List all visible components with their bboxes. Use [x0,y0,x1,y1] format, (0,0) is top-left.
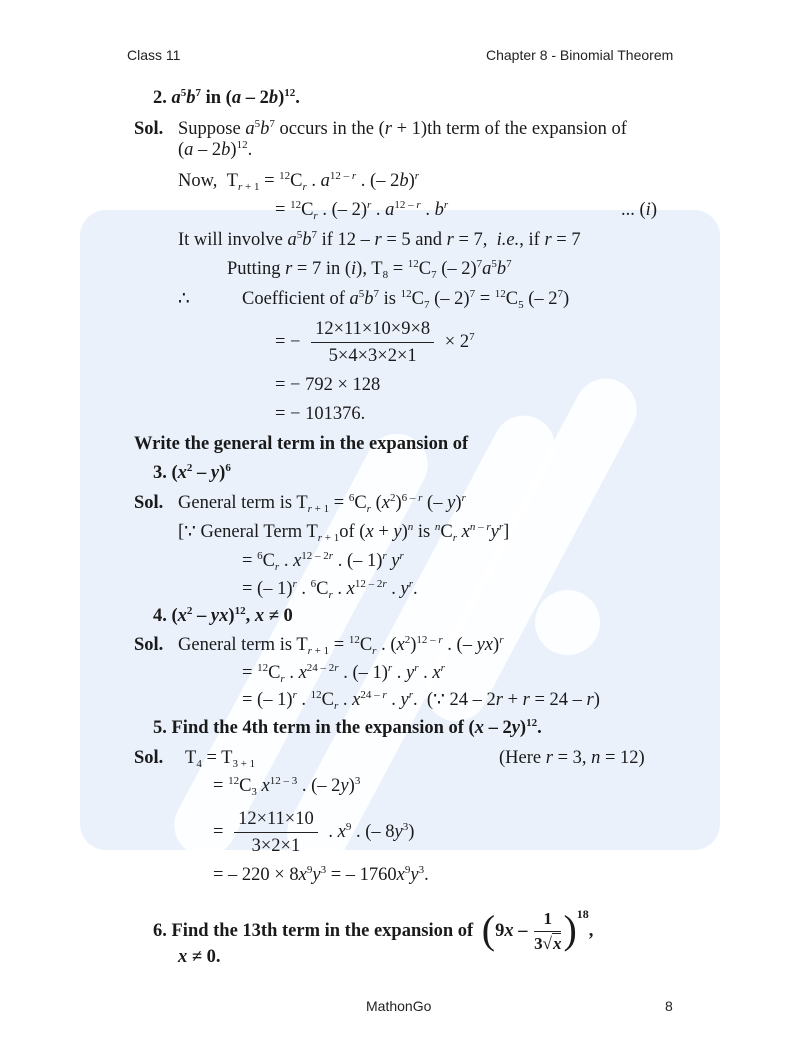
q2-line-5: It will involve $a^5b^7$ if 12 – r = 5 and r = 7, i.e., if r = 7 [178,229,581,250]
q5-fraction: $\frac{12\times 11\times 10}{3\times 2\times 1}$ [234,808,318,857]
q3-line-1: General term is $T_{r + 1} = ^6C_r$ $(x^2)^{6 - r}$ (– y)$^r$ [178,492,466,515]
q5-title: 5. Find the 4th term in the expansion of (x – 2y)$^{12}$. [153,717,542,738]
q3-sol-label: Sol. [134,493,164,513]
q3-line-2: [∵ General Term $T_{r + 1}of$ $(x + y)^n$ is $^nC_r$ $x^{n - r}y^r$] [178,521,510,544]
q2-fraction: $\frac{12\times 11\times 10\times 9\times 8}{5\times 4\times 3\times 2\times 1}$ [311,318,434,367]
q3-line-3: = $^6C_r$ . $x^{12 - 2r}$ . (– 1)$^r$ $y^r$ [242,550,404,573]
page-number: 8 [665,998,673,1014]
q6-title: 6. Find the 13th term in the expansion of (9x – $\frac{1}{3√x}$ )$^{18}$, [153,906,594,953]
q3-title: 3. $(x^2 - y)^6$ [153,462,231,483]
header-chapter: Chapter 8 - Binomial Theorem [486,47,674,63]
footer-brand: MathonGo [366,998,432,1014]
q5-result: = – $220 \times 8x^9y^3$ = – $1760x^9y^3$. [213,864,429,885]
q2-line-4: = $^{12}C_r$ . (– 2)$^r$ . $a^{12 - r}$ . $b^r$ [275,199,449,222]
q6-condition: x ≠ 0. [178,947,221,967]
therefore-symbol: ∴ [178,289,190,309]
q2-sol-label: Sol. [134,119,164,139]
q2-line-3: Now, $T_{r + 1} = ^{12}C_r$ . $a^{12 - r}$ . (– 2b)$^r$ [178,170,420,193]
q3-line-4: = (– 1)$^r$ . $^6C_r$ . $x^{12 - 2r}$ . $y^r$. [242,578,418,601]
q2-line-8: = − 792 × 128 [275,375,381,395]
q6-expression: (9x – $\frac{1}{3√x}$ )$^{18}$, [481,906,594,953]
q5-line-2: = $^{12}C_3$ $x^{12 - 3}$ . (– 2y)$^3$ [213,775,361,798]
q2-fraction-line: = − $\frac{12\times 11\times 10\times 9\times 8}{5\times 4\times 3\times 2\times 1}$ × $2^7$ [275,319,475,366]
watermark-dot [535,590,600,655]
q2-result: = − 101376. [275,404,366,424]
q5-fraction-line: = $\frac{12\times 11\times 10}{3\times 2\times 1}$ . $x^9$ . (– $8y^3$) [213,809,415,856]
header-class: Class 11 [127,47,181,63]
q2-line-1: Suppose $a^5b^7$ occurs in the (r + 1)th term of the expansion of [178,118,627,139]
q5-sol-label: Sol. [134,748,164,768]
q4-line-2: = $^{12}C_r$ . $x^{24 - 2r}$ . (– 1)$^r$ . $y^r$ . $x^r$ [242,662,445,685]
section-heading: Write the general term in the expansion of [134,434,469,454]
q5-note: (Here r = 3, n = 12) [499,748,645,768]
q2-line-7: Coefficient of $a^5b^7$ is $^{12}C_7$ (– $2)^7 = ^{12}C_5$ (– $2^7$) [242,288,570,311]
q2-eq-label: ... (i) [621,200,657,220]
q4-title: 4. $(x^2 - yx)^{12}$, x ≠ 0 [153,605,293,626]
q2-line-6: Putting r = 7 in (i), $T_8 = ^{12}C_7$ (– $2)^7a^5b^7$ [227,258,512,281]
q2-title: 2. $a^5b^7$ in (a – 2b)$^{12}$. [153,87,300,108]
q2-line-2: (a – 2b)$^{12}$. [178,139,253,160]
q5-line-1: $T_4 = T_{3 + 1}$ [185,748,256,770]
q4-line-1: General term is $T_{r + 1} = ^{12}C_r$ . $(x^2)^{12 - r}$ . (– yx)$^r$ [178,634,504,657]
q4-line-3: = (– 1)$^r$ . $^{12}C_r$ . $x^{24 - r}$ . $y^r$. (∵ 24 – 2r + r = 24 – r) [242,689,600,712]
q4-sol-label: Sol. [134,635,164,655]
